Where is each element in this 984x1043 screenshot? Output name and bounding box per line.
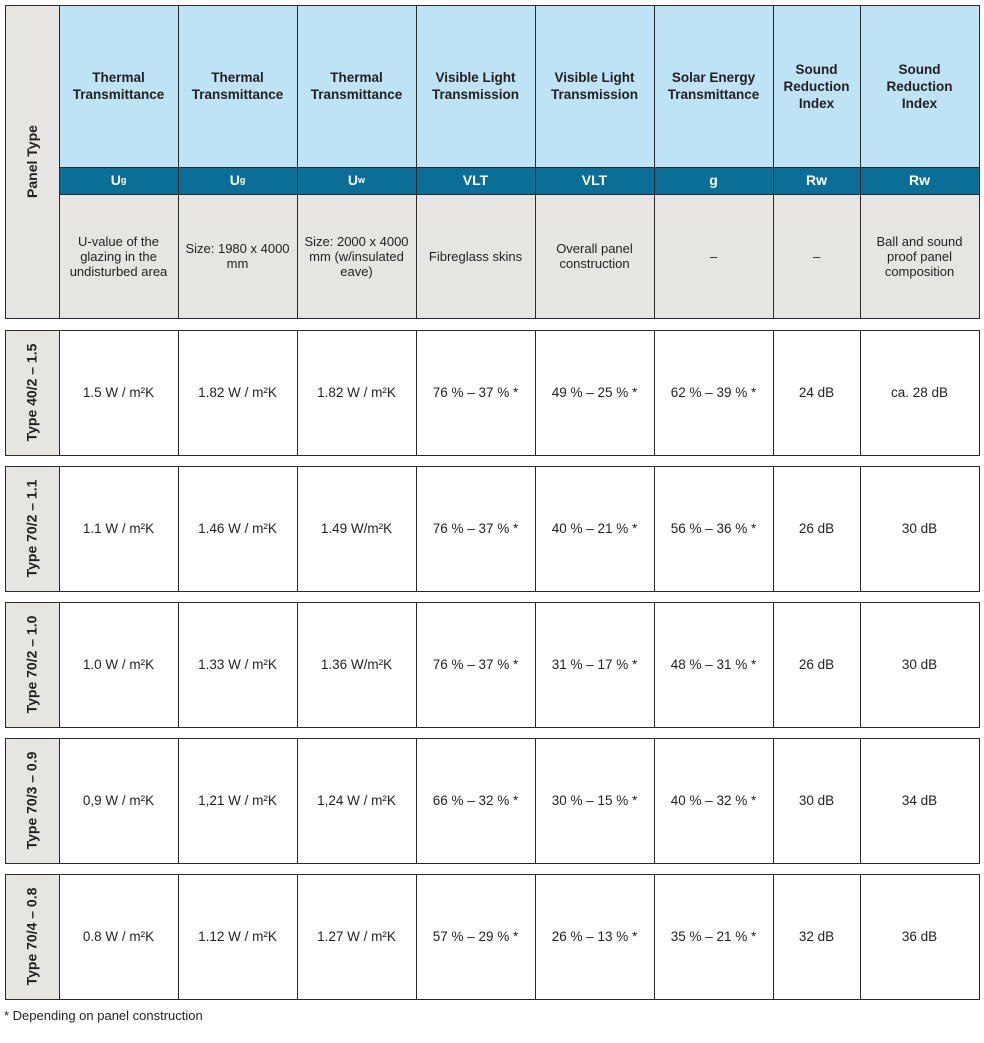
table-cell: 30 % – 15 % *	[535, 738, 654, 863]
column-description: –	[654, 194, 773, 318]
table-rule	[5, 602, 980, 603]
table-cell: 1.1 W / m²K	[59, 466, 178, 591]
table-cell: 40 % – 21 % *	[535, 466, 654, 591]
table-rule	[654, 738, 655, 864]
column-title: Sound Reduction Index	[860, 5, 979, 167]
table-cell: 62 % – 39 % *	[654, 330, 773, 455]
table-rule	[860, 874, 861, 1000]
symbol-text: VLT	[581, 172, 608, 188]
table-rule	[178, 466, 179, 592]
panel-type-cell	[5, 874, 59, 999]
table-cell: 1.49 W/m²K	[297, 466, 416, 591]
table-rule	[5, 874, 980, 875]
table-cell: 1,24 W / m²K	[297, 738, 416, 863]
table-rule	[5, 330, 980, 331]
table-rule	[297, 874, 298, 1000]
column-description: –	[773, 194, 860, 318]
table-rule	[773, 466, 774, 592]
table-rule	[297, 5, 298, 319]
column-symbol	[654, 167, 773, 194]
table-rule	[178, 874, 179, 1000]
column-symbol	[860, 167, 979, 194]
table-cell: 34 dB	[860, 738, 979, 863]
table-rule	[5, 738, 6, 864]
column-title: Sound Reduction Index	[773, 5, 860, 167]
table-cell: 1,21 W / m²K	[178, 738, 297, 863]
table-rule	[654, 602, 655, 728]
panel-type-label: Panel Type	[23, 125, 40, 198]
column-title: Visible Light Transmission	[416, 5, 535, 167]
table-cell: 36 dB	[860, 874, 979, 999]
symbol-subscript: g	[120, 175, 127, 185]
table-rule	[773, 5, 774, 319]
table-cell: 1.36 W/m²K	[297, 602, 416, 727]
panel-type-name: Type 70/4 – 0.8	[23, 887, 40, 986]
table-rule	[535, 5, 536, 319]
table-cell: 1.82 W / m²K	[297, 330, 416, 455]
table-rule	[860, 466, 861, 592]
table-cell: 48 % – 31 % *	[654, 602, 773, 727]
table-cell: 56 % – 36 % *	[654, 466, 773, 591]
table-cell: 1.12 W / m²K	[178, 874, 297, 999]
table-rule	[773, 738, 774, 864]
column-title: Thermal Transmittance	[297, 5, 416, 167]
column-symbol	[416, 167, 535, 194]
table-rule	[178, 602, 179, 728]
table-rule	[979, 5, 980, 319]
panel-type-name: Type 70/2 – 1.1	[23, 479, 40, 578]
symbol-text: g	[709, 172, 718, 188]
table-cell: 30 dB	[773, 738, 860, 863]
column-title: Solar Energy Transmittance	[654, 5, 773, 167]
table-cell: 1.33 W / m²K	[178, 602, 297, 727]
symbol-text: Rw	[909, 172, 930, 188]
table-rule	[59, 738, 60, 864]
table-rule	[297, 738, 298, 864]
table-rule	[535, 466, 536, 592]
table-rule	[773, 874, 774, 1000]
table-cell: 49 % – 25 % *	[535, 330, 654, 455]
table-rule	[860, 738, 861, 864]
panel-type-cell	[5, 466, 59, 591]
table-cell: 26 dB	[773, 602, 860, 727]
symbol-text: Rw	[806, 172, 827, 188]
table-rule	[416, 466, 417, 592]
column-description: Overall panel construction	[535, 194, 654, 318]
column-symbol	[178, 167, 297, 194]
table-cell: 30 dB	[860, 466, 979, 591]
table-rule	[59, 330, 60, 456]
table-cell: 76 % – 37 % *	[416, 602, 535, 727]
table-rule	[979, 602, 980, 728]
table-rule	[654, 5, 655, 319]
panel-type-cell	[5, 738, 59, 863]
table-rule	[860, 602, 861, 728]
table-rule	[860, 5, 861, 319]
table-rule	[59, 602, 60, 728]
table-cell: 0,9 W / m²K	[59, 738, 178, 863]
table-cell: 30 dB	[860, 602, 979, 727]
column-description: Ball and sound proof panel composition	[860, 194, 979, 318]
panel-type-cell	[5, 602, 59, 727]
table-rule	[979, 466, 980, 592]
table-cell: 76 % – 37 % *	[416, 330, 535, 455]
table-rule	[416, 5, 417, 319]
table-rule	[59, 194, 980, 195]
table-rule	[5, 5, 6, 319]
table-cell: 26 % – 13 % *	[535, 874, 654, 999]
table-rule	[535, 738, 536, 864]
table-rule	[5, 874, 6, 1000]
table-rule	[59, 167, 980, 168]
table-rule	[979, 738, 980, 864]
column-symbol	[297, 167, 416, 194]
column-description: Size: 1980 x 4000 mm	[178, 194, 297, 318]
table-rule	[535, 330, 536, 456]
table-rule	[178, 330, 179, 456]
column-title: Thermal Transmittance	[178, 5, 297, 167]
table-rule	[59, 466, 60, 592]
column-description: Fibreglass skins	[416, 194, 535, 318]
table-cell: 32 dB	[773, 874, 860, 999]
table-rule	[5, 318, 980, 319]
table-cell: 24 dB	[773, 330, 860, 455]
symbol-text: U	[229, 172, 240, 188]
column-symbol	[773, 167, 860, 194]
column-description: Size: 2000 x 4000 mm (w/insulated eave)	[297, 194, 416, 318]
column-description: U-value of the glazing in the undisturbed area	[59, 194, 178, 318]
symbol-text: U	[110, 172, 121, 188]
table-rule	[5, 602, 6, 728]
column-title: Thermal Transmittance	[59, 5, 178, 167]
table-rule	[979, 330, 980, 456]
panel-type-name: Type 70/3 – 0.9	[23, 751, 40, 850]
panel-type-name: Type 40/2 – 1.5	[23, 343, 40, 442]
table-rule	[535, 874, 536, 1000]
panel-type-cell	[5, 330, 59, 455]
symbol-subscript: w	[358, 175, 366, 185]
table-rule	[5, 466, 980, 467]
table-cell: 66 % – 32 % *	[416, 738, 535, 863]
table-rule	[5, 330, 6, 456]
table-cell: 40 % – 32 % *	[654, 738, 773, 863]
table-cell: 57 % – 29 % *	[416, 874, 535, 999]
table-rule	[297, 466, 298, 592]
table-cell: 1.5 W / m²K	[59, 330, 178, 455]
table-cell: 1.46 W / m²K	[178, 466, 297, 591]
table-rule	[5, 5, 980, 6]
symbol-subscript: g	[239, 175, 246, 185]
table-cell: 26 dB	[773, 466, 860, 591]
table-rule	[178, 738, 179, 864]
table-rule	[773, 602, 774, 728]
table-rule	[416, 874, 417, 1000]
table-cell: ca. 28 dB	[860, 330, 979, 455]
table-cell: 1.82 W / m²K	[178, 330, 297, 455]
table-rule	[654, 466, 655, 592]
table-rule	[59, 5, 60, 319]
table-rule	[773, 330, 774, 456]
panel-type-header	[5, 5, 59, 318]
table-cell: 1.0 W / m²K	[59, 602, 178, 727]
table-cell: 31 % – 17 % *	[535, 602, 654, 727]
table-rule	[59, 874, 60, 1000]
table-rule	[5, 591, 980, 592]
table-rule	[416, 602, 417, 728]
table-rule	[535, 602, 536, 728]
table-rule	[297, 602, 298, 728]
table-rule	[178, 5, 179, 319]
table-rule	[297, 330, 298, 456]
symbol-text: U	[347, 172, 359, 188]
panel-type-name: Type 70/2 – 1.0	[23, 615, 40, 714]
table-rule	[860, 330, 861, 456]
table-rule	[416, 738, 417, 864]
table-rule	[979, 874, 980, 1000]
table-rule	[5, 727, 980, 728]
table-rule	[654, 874, 655, 1000]
footnote: * Depending on panel construction	[4, 1008, 203, 1023]
table-cell: 0.8 W / m²K	[59, 874, 178, 999]
table-rule	[5, 999, 980, 1000]
column-symbol	[59, 167, 178, 194]
table-rule	[5, 466, 6, 592]
table-rule	[654, 330, 655, 456]
column-symbol	[535, 167, 654, 194]
table-cell: 35 % – 21 % *	[654, 874, 773, 999]
symbol-text: VLT	[462, 172, 489, 188]
table-cell: 76 % – 37 % *	[416, 466, 535, 591]
table-rule	[416, 330, 417, 456]
table-rule	[5, 863, 980, 864]
table-cell: 1.27 W / m²K	[297, 874, 416, 999]
table-rule	[5, 738, 980, 739]
column-title: Visible Light Transmission	[535, 5, 654, 167]
table-rule	[5, 455, 980, 456]
